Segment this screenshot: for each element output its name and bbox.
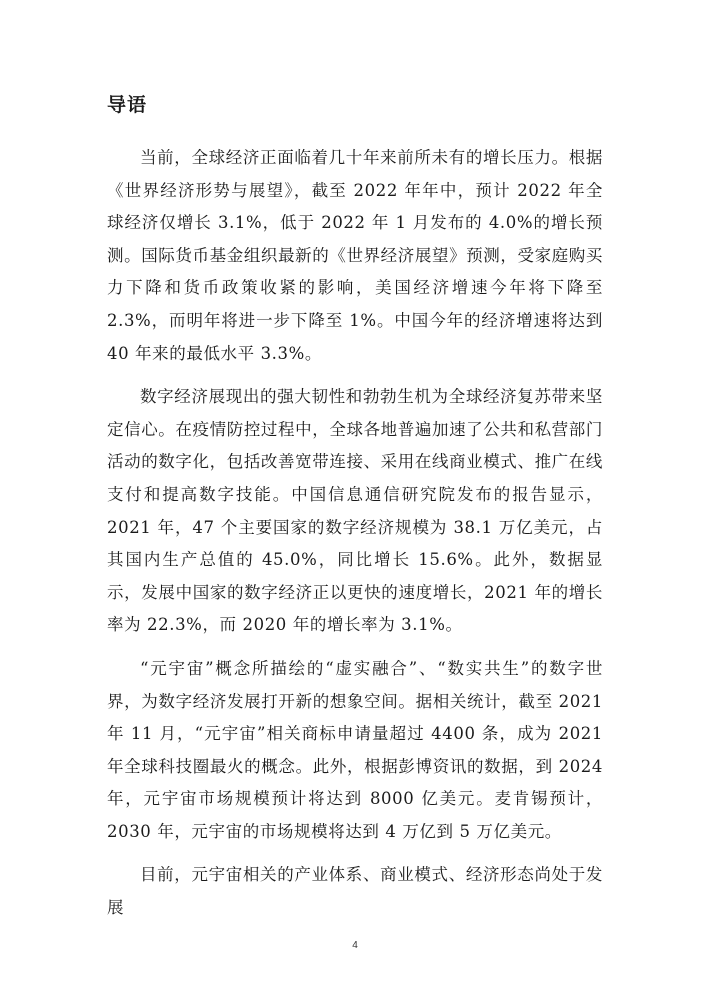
body-text [107, 142, 603, 936]
section-heading: 导语 [107, 94, 148, 116]
paragraph-metaverse-status: 目前，元宇宙相关的产业体系、商业模式、经济形态尚处于发展 [107, 865, 603, 918]
paragraph-metaverse-concept: “元宇宙”概念所描绘的“虚实融合”、“数实共生”的数字世界，为数字经济发展打开新的想象空间。据相关统计，截至 2021 年 11 月，“元宇宙”相关商标申请量超过 4400 条，成为 2021 年全球科技圈最火的概念。此外，根据彭博资讯的数据，到 2024 年，元宇宙市场规模预计将达到 8000 亿美元。麦肯锡预计，2030 年，元宇宙的市场规模将达到 4 万亿到 5 万亿美元。 [107, 658, 603, 841]
page-number: 4 [352, 940, 358, 951]
paragraph-digital-economy: 数字经济展现出的强大韧性和勃勃生机为全球经济复苏带来坚定信心。在疫情防控过程中，全球各地普遍加速了公共和私营部门活动的数字化，包括改善宽带连接、采用在线商业模式、推广在线支付和提高数字技能。中国信息通信研究院发布的报告显示，2021 年，47 个主要国家的数字经济规模为 38.1 万亿美元，占其国内生产总值的 45.0%，同比增长 15.6%。此外，数据显示，发展中国家的数字经济正以更快的速度增长，2021 年的增长率为 22.3%，而 2020 年的增长率为 3.1%。 [107, 387, 603, 635]
paragraph-global-economy: 当前，全球经济正面临着几十年来前所未有的增长压力。根据《世界经济形势与展望》，截至 2022 年年中，预计 2022 年全球经济仅增长 3.1%，低于 2022 年 1 月发布的 4.0%的增长预测。国际货币基金组织最新的《世界经济展望》预测，受家庭购买力下降和货币政策收紧的影响，美国经济增速今年将下降至 2.3%，而明年将进一步下降至 1%。中国今年的经济增速将达到 40 年来的最低水平 3.3%。 [107, 148, 603, 363]
